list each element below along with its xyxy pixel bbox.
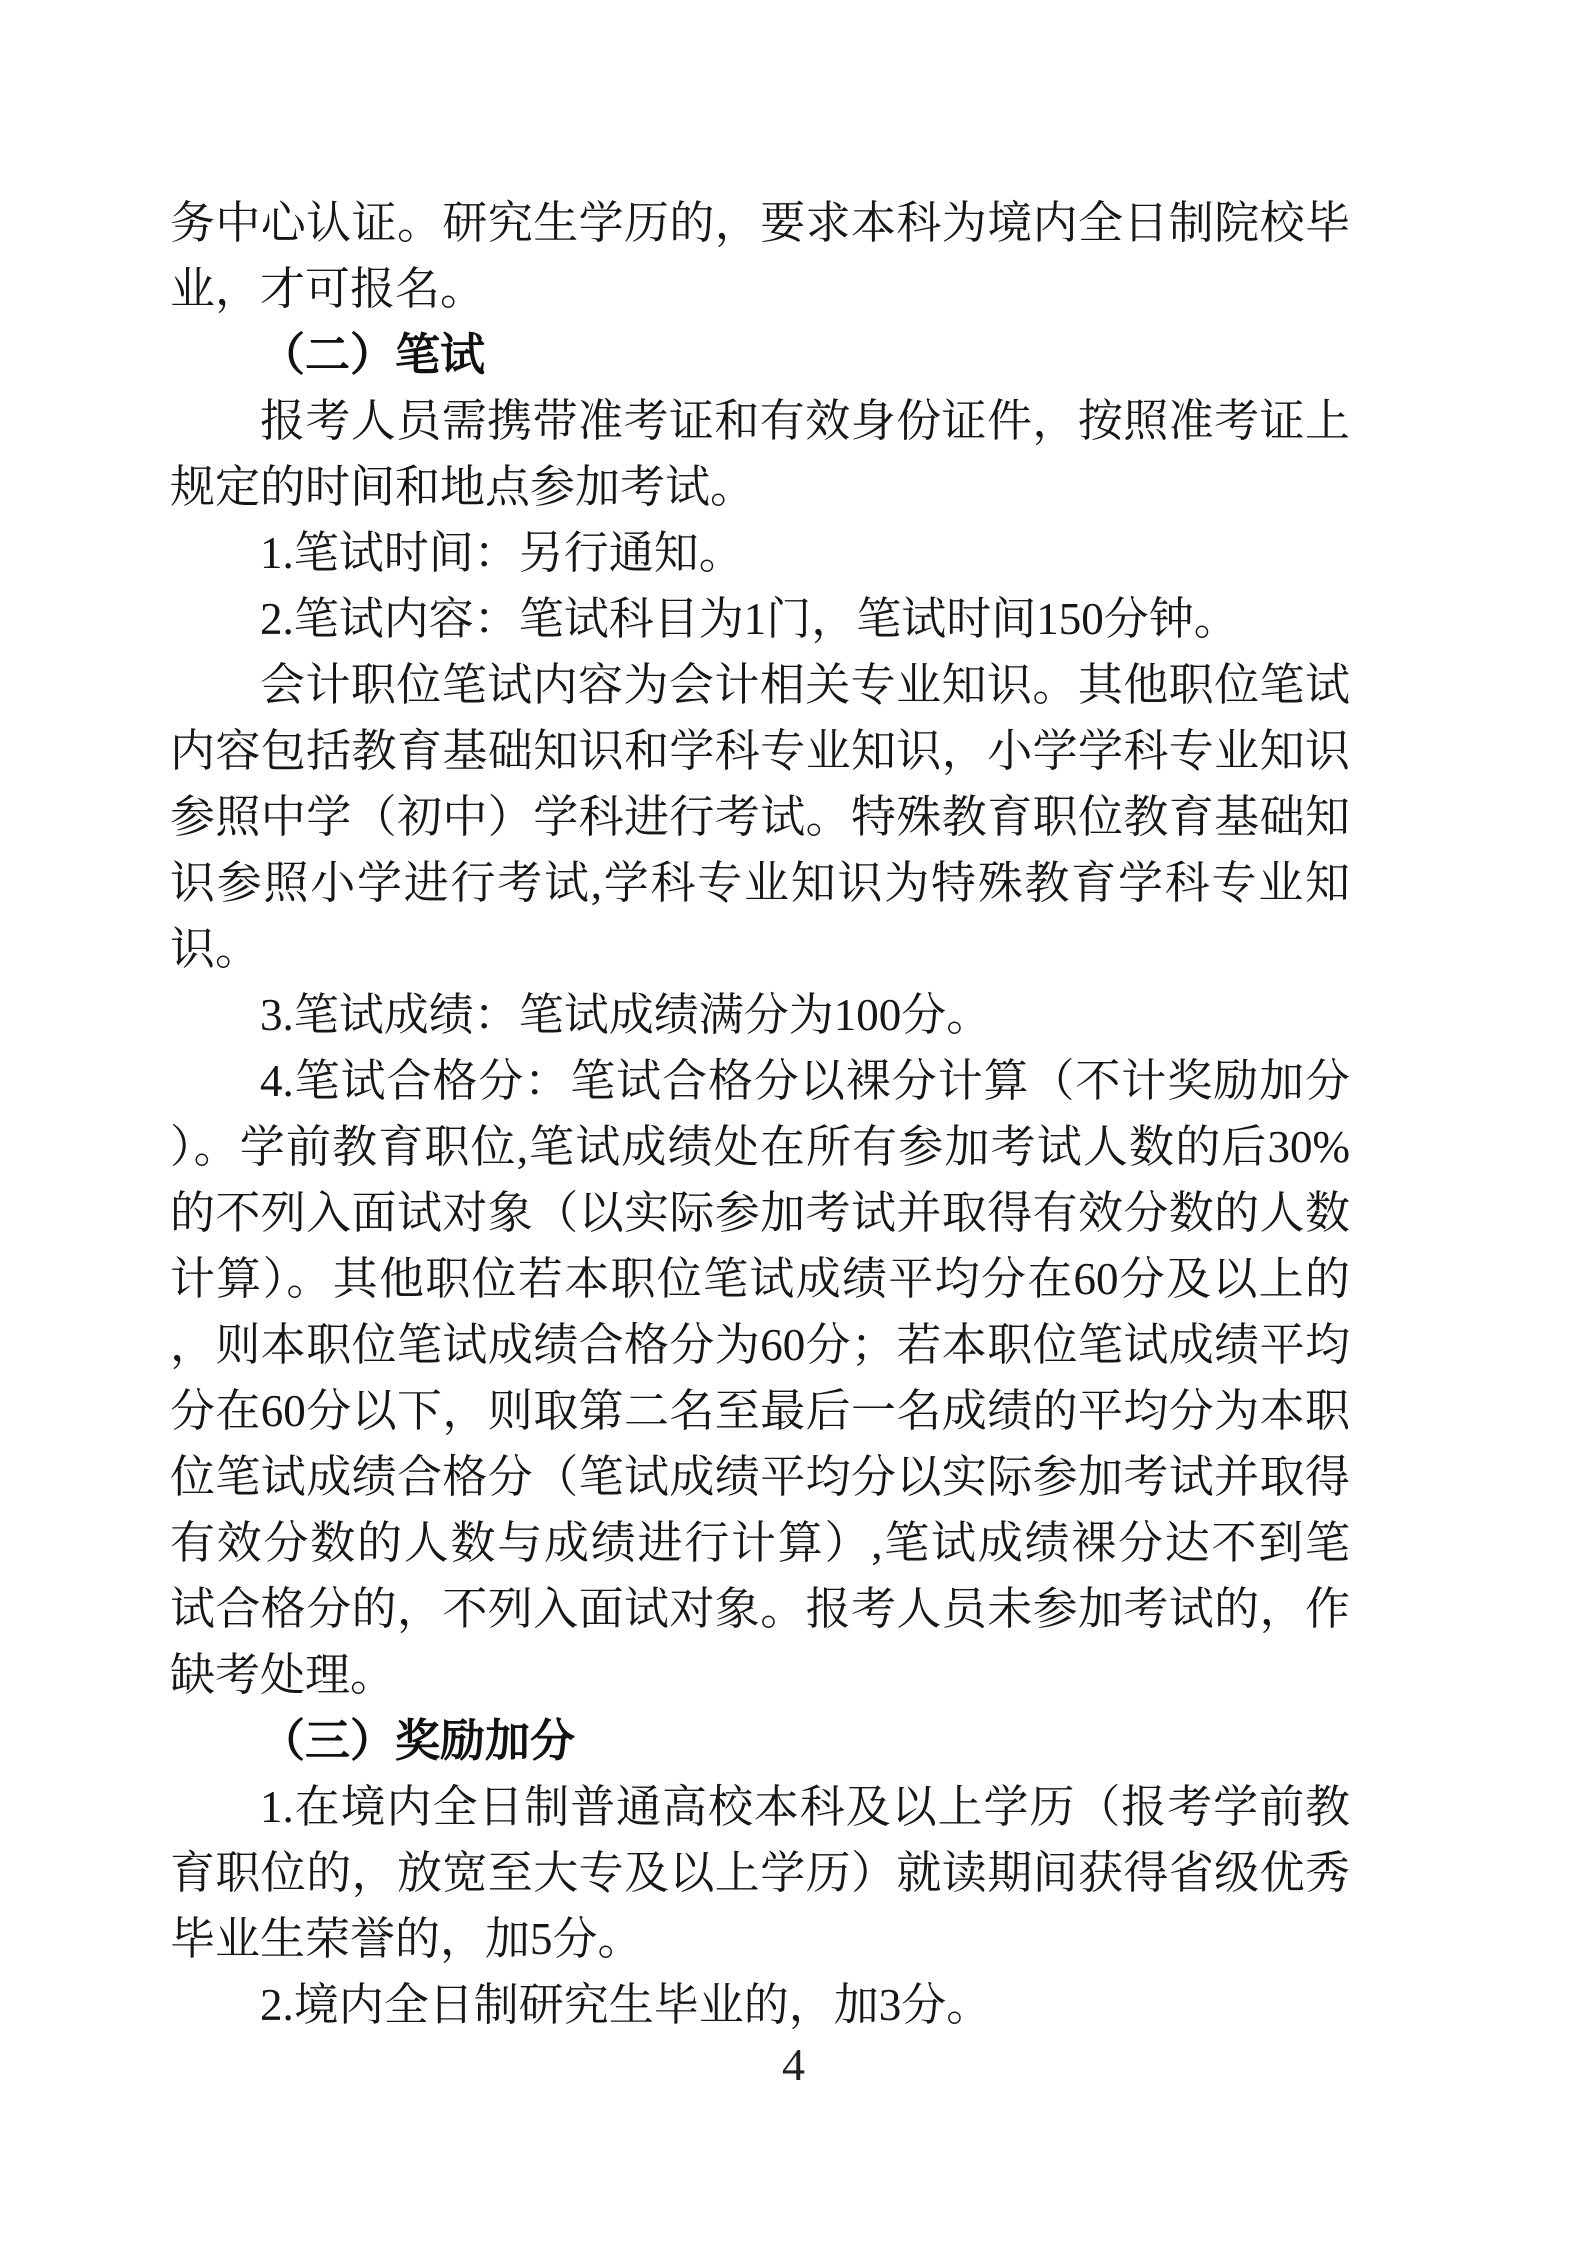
text-line: 会计职位笔试内容为会计相关专业知识。其他职位笔试 [260, 660, 1350, 710]
text-line: 识参照小学进行考试,学科专业知识为特殊教育学科专业知 [170, 858, 1350, 908]
text-line: 参照中学（初中）学科进行考试。特殊教育职位教育基础知 [170, 792, 1350, 842]
text-line: 1.笔试时间：另行通知。 [260, 528, 744, 578]
page-footer [0, 2040, 1587, 2090]
text-line: 规定的时间和地点参加考试。 [170, 462, 756, 512]
text-line: 位笔试成绩合格分（笔试成绩平均分以实际参加考试并取得 [170, 1452, 1350, 1502]
text-line: ，则本职位笔试成绩合格分为60分；若本职位笔试成绩平均 [170, 1320, 1350, 1370]
text-line: ）。学前教育职位,笔试成绩处在所有参加考试人数的后30% [170, 1122, 1350, 1172]
section-heading: （二）笔试 [260, 330, 486, 380]
text-line: 缺考处理。 [170, 1650, 396, 1700]
text-line: 试合格分的，不列入面试对象。报考人员未参加考试的，作 [170, 1584, 1350, 1634]
text-line: 的不列入面试对象（以实际参加考试并取得有效分数的人数 [170, 1188, 1350, 1238]
text-line: 2.境内全日制研究生毕业的，加3分。 [260, 1980, 992, 2030]
text-line: 1.在境内全日制普通高校本科及以上学历（报考学前教 [260, 1782, 1350, 1832]
text-line: 2.笔试内容：笔试科目为1门，笔试时间150分钟。 [260, 594, 1239, 644]
text-line: 务中心认证。研究生学历的，要求本科为境内全日制院校毕 [170, 198, 1350, 248]
text-line: 有效分数的人数与成绩进行计算）,笔试成绩裸分达不到笔 [170, 1518, 1350, 1568]
text-line: 毕业生荣誉的，加5分。 [170, 1914, 643, 1964]
text-line: 4.笔试合格分：笔试合格分以裸分计算（不计奖励加分 [260, 1056, 1350, 1106]
text-line: 识。 [170, 924, 261, 974]
section-heading: （三）奖励加分 [260, 1716, 576, 1766]
page-number: 4 [782, 2039, 805, 2090]
text-line: 计算）。其他职位若本职位笔试成绩平均分在60分及以上的 [170, 1254, 1350, 1304]
text-line: 内容包括教育基础知识和学科专业知识，小学学科专业知识 [170, 726, 1350, 776]
document-body [170, 190, 1350, 2038]
text-line: 报考人员需携带准考证和有效身份证件，按照准考证上 [260, 396, 1350, 446]
text-line: 育职位的，放宽至大专及以上学历）就读期间获得省级优秀 [170, 1848, 1350, 1898]
text-line: 业，才可报名。 [170, 264, 486, 314]
text-line: 3.笔试成绩：笔试成绩满分为100分。 [260, 990, 992, 1040]
text-line: 分在60分以下，则取第二名至最后一名成绩的平均分为本职 [170, 1386, 1350, 1436]
